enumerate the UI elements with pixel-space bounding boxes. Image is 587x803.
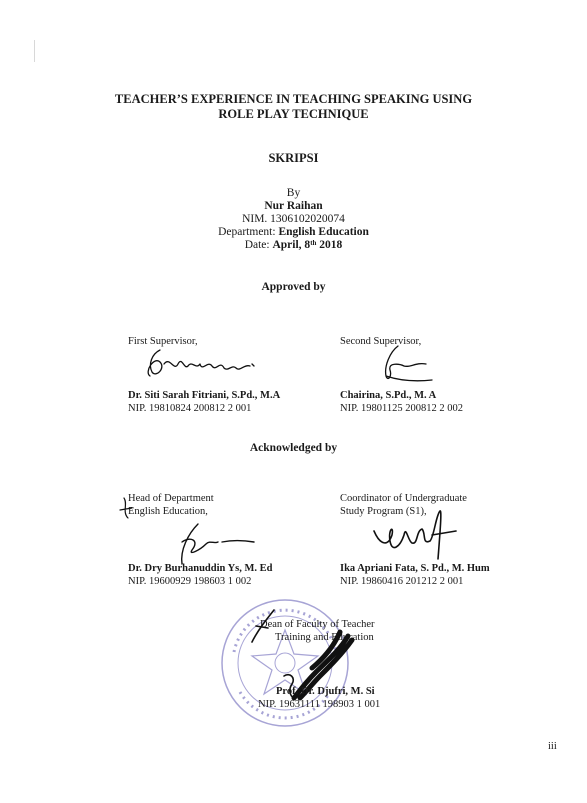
first-supervisor-name: Dr. Siti Sarah Fitriani, S.Pd., M.A	[128, 390, 281, 401]
approved-heading: Approved by	[261, 281, 326, 293]
second-supervisor-signature	[368, 340, 438, 386]
department-value: English Education	[278, 226, 369, 238]
head-department-role-1: Head of Department	[128, 493, 214, 504]
coordinator-nip: NIP. 19860416 201212 2 001	[340, 576, 464, 587]
author-name: Nur Raihan	[264, 200, 323, 212]
dean-nip: NIP. 19631111 198903 1 001	[258, 699, 381, 710]
first-supervisor-signature	[140, 342, 270, 384]
date-label: Date:	[244, 239, 270, 251]
first-supervisor-role: First Supervisor,	[128, 336, 198, 347]
title-line-1: TEACHER’S EXPERIENCE IN TEACHING SPEAKING USING	[114, 92, 473, 106]
date-value: April, 8th 2018	[272, 239, 343, 251]
second-supervisor-nip: NIP. 19801125 200812 2 002	[340, 403, 463, 414]
doc-type: SKRIPSI	[268, 151, 319, 165]
title-line-2: ROLE PLAY TECHNIQUE	[218, 107, 369, 121]
coordinator-name: Ika Apriani Fata, S. Pd., M. Hum	[340, 563, 490, 574]
coordinator-role-2: Study Program (S1),	[340, 506, 427, 517]
second-supervisor-role: Second Supervisor,	[340, 336, 422, 347]
head-department-role-2: English Education,	[128, 506, 208, 517]
dean-role-2: Training and Education	[275, 632, 374, 643]
head-department-nip: NIP. 19600929 198603 1 002	[128, 576, 252, 587]
by-label: By	[286, 187, 301, 199]
author-nim: NIM. 1306102020074	[242, 213, 345, 225]
coordinator-role-1: Coordinator of Undergraduate	[340, 493, 467, 504]
head-department-name: Dr. Dry Burhanuddin Ys, M. Ed	[128, 563, 273, 574]
coordinator-signature	[360, 505, 470, 567]
author-department	[0, 225, 587, 239]
acknowledged-heading: Acknowledged by	[249, 442, 338, 454]
department-label: Department:	[218, 226, 276, 238]
head-department-signature	[160, 520, 260, 568]
dean-name: Prof. Dr. Djufri, M. Si	[276, 686, 375, 697]
first-supervisor-nip: NIP. 19810824 200812 2 001	[128, 403, 252, 414]
author-date	[0, 238, 587, 252]
page-number: iii	[548, 741, 557, 752]
second-supervisor-name: Chairina, S.Pd., M. A	[340, 390, 437, 401]
initial-mark	[118, 496, 138, 526]
margin-mark	[34, 40, 35, 62]
dean-role-1: Dean of Faculty of Teacher	[260, 619, 375, 630]
